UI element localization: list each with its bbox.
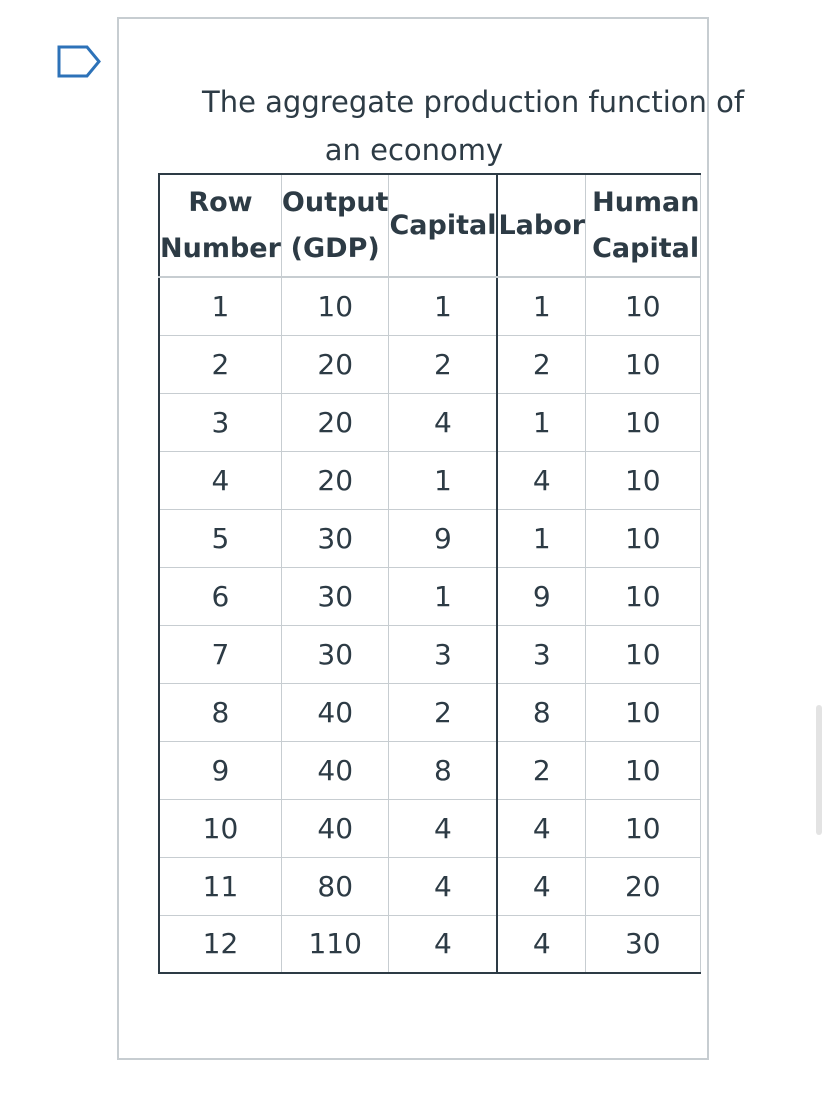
caption-line-2: an economy (324, 133, 504, 167)
caption-line-1: The aggregate production function of (202, 85, 745, 119)
header-row-number: Row Number (159, 174, 281, 277)
cell-labor: 4 (497, 451, 585, 509)
cell-output: 10 (281, 277, 389, 335)
table-scroll-viewport[interactable] (158, 78, 745, 978)
cell-human-capital: 10 (586, 683, 700, 741)
cell-human-capital: 10 (586, 335, 700, 393)
cell-capital: 4 (389, 915, 498, 973)
cell-labor: 4 (497, 799, 585, 857)
cell-capital: 4 (389, 857, 498, 915)
cell-output: 20 (281, 335, 389, 393)
cell-output: 110 (281, 915, 389, 973)
header-row (159, 174, 700, 277)
table-row (159, 509, 700, 567)
cell-capital: 1 (389, 451, 498, 509)
cell-capital: 1 (389, 567, 498, 625)
table-row (159, 799, 700, 857)
cell-human-capital: 20 (586, 857, 700, 915)
cell-labor: 9 (497, 567, 585, 625)
cell-row-number: 3 (159, 393, 281, 451)
cell-human-capital: 10 (586, 567, 700, 625)
cell-row-number: 10 (159, 799, 281, 857)
cell-labor: 1 (497, 393, 585, 451)
cell-row-number: 9 (159, 741, 281, 799)
table-row (159, 683, 700, 741)
cell-output: 30 (281, 625, 389, 683)
table-row (159, 335, 700, 393)
table-caption (158, 78, 745, 174)
cell-row-number: 6 (159, 567, 281, 625)
cell-human-capital: 30 (586, 915, 700, 973)
cell-human-capital: 10 (586, 799, 700, 857)
cell-output: 20 (281, 451, 389, 509)
header-output-gdp: Output (GDP) (281, 174, 389, 277)
table-row (159, 451, 700, 509)
cell-capital: 2 (389, 683, 498, 741)
cell-human-capital: 10 (586, 277, 700, 335)
cell-capital: 1 (389, 277, 498, 335)
header-capital: Capital (389, 174, 498, 277)
table-row (159, 625, 700, 683)
page-scrollbar[interactable] (816, 705, 822, 835)
table-row (159, 741, 700, 799)
header-labor: Labor (497, 174, 585, 277)
cell-labor: 4 (497, 857, 585, 915)
table-row (159, 393, 700, 451)
table-row (159, 567, 700, 625)
cell-capital: 4 (389, 799, 498, 857)
header-human-capital: Human Capital (586, 174, 700, 277)
cell-human-capital: 10 (586, 393, 700, 451)
cell-human-capital: 10 (586, 509, 700, 567)
cell-labor: 1 (497, 509, 585, 567)
cell-row-number: 1 (159, 277, 281, 335)
cell-human-capital: 10 (586, 741, 700, 799)
cell-capital: 9 (389, 509, 498, 567)
cell-labor: 2 (497, 741, 585, 799)
cell-row-number: 7 (159, 625, 281, 683)
cell-output: 20 (281, 393, 389, 451)
cell-row-number: 2 (159, 335, 281, 393)
cell-output: 40 (281, 799, 389, 857)
table-row (159, 915, 700, 973)
cell-output: 40 (281, 741, 389, 799)
cell-output: 80 (281, 857, 389, 915)
cell-labor: 4 (497, 915, 585, 973)
cell-output: 40 (281, 683, 389, 741)
cell-row-number: 4 (159, 451, 281, 509)
cell-capital: 4 (389, 393, 498, 451)
cell-row-number: 8 (159, 683, 281, 741)
table-row (159, 277, 700, 335)
cell-output: 30 (281, 509, 389, 567)
cell-output: 30 (281, 567, 389, 625)
production-function-table (158, 173, 701, 974)
cell-row-number: 12 (159, 915, 281, 973)
cell-labor: 3 (497, 625, 585, 683)
cell-human-capital: 10 (586, 451, 700, 509)
cell-labor: 8 (497, 683, 585, 741)
cell-row-number: 11 (159, 857, 281, 915)
cell-human-capital: 10 (586, 625, 700, 683)
cell-capital: 3 (389, 625, 498, 683)
cell-labor: 1 (497, 277, 585, 335)
cell-capital: 2 (389, 335, 498, 393)
cell-row-number: 5 (159, 509, 281, 567)
table-row (159, 857, 700, 915)
cell-capital: 8 (389, 741, 498, 799)
cell-labor: 2 (497, 335, 585, 393)
bookmark-flag-icon[interactable] (57, 45, 101, 78)
